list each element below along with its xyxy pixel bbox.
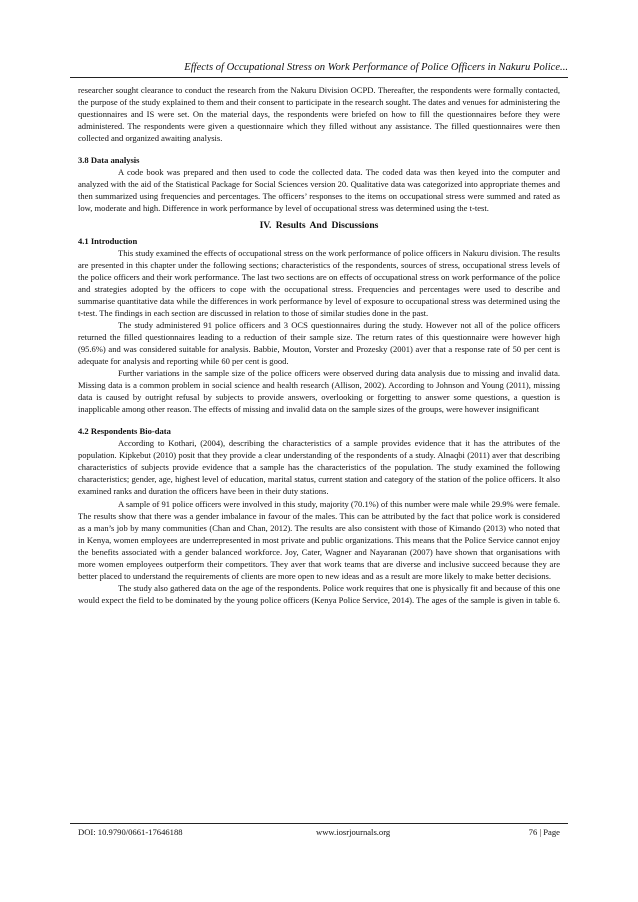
- section-heading-bio-data: 4.2 Respondents Bio-data: [78, 426, 171, 437]
- running-head: Effects of Occupational Stress on Work Performance of Police Officers in Nakuru Police...: [184, 62, 568, 73]
- paragraph-data-analysis: A code book was prepared and then used to code the collected data. The coded data was then keyed into the computer and analyzed with the aid of the Statistical Package for Social Sciences version 20. Qualitative data was categorized into appropriate themes and then summarized using frequencies and percentages. The officers’ responses to the items on occupational stress were summed and rated as low, moderate and high. Difference in work performance by level of occupational stress was determined using the t-test.: [78, 167, 560, 214]
- header-rule: [70, 77, 568, 78]
- paragraph-introduction-3: Further variations in the sample size of the police officers were observed during data analysis due to missing and invalid data. Missing data is a common problem in social science and health research (Allison, 2002). According to Johnson and Young (2011), missing data is caused by outright refusal by subjects to provide answers, overlooking or forgetting to answer some questions, a question is inapplicable among other reason. The effects of missing and invalid data on the sample sizes of the groups, were however insignificant: [78, 368, 560, 415]
- footer-rule: [70, 823, 568, 824]
- footer-doi: DOI: 10.9790/0661-17646188: [78, 827, 183, 837]
- paragraph-introduction-2: The study administered 91 police officers and 3 OCS questionnaires during the study. However not all of the police officers returned the filled questionnaires leading to a reduction of their sample size. The return rates of this questionnaire were however high (95.6%) and was considered suitable for analysis. Babbie, Mouton, Vorster and Prozesky (2001) aver that a response rate of 50 per cent is adequate for analysis and reporting while 60 per cent is good.: [78, 319, 560, 366]
- section-heading-data-analysis: 3.8 Data analysis: [78, 155, 140, 166]
- paragraph-introduction-1: This study examined the effects of occupational stress on the work performance of police officers in Nakuru division. The results are presented in this chapter under the following sections; characteristics of the respondents, sources of stress, occupational stress levels of the police officers and their work performance. The last two sections are on effects of occupational stress on work performance of the police and strategies adopted by the officers to cope with the occupational stress. Frequencies and percentages were used to describe and summarise quantitative data while the differences in work performance by level of exposure to occupational stress was determined using the t-test. The findings in each section are discussed in relation to those of similar studies done in the past.: [78, 247, 560, 318]
- paragraph-bio-data-1: According to Kothari, (2004), describing the characteristics of a sample provides evidence that it has the attributes of the population. Kipkebut (2010) posit that they provide a clear understanding of the respondents of a study. Alnaqbi (2011) aver that describing characteristics of subjects provide evidence that a sample has the characteristics of the population. The study examined the following characteristics; gender, age, highest level of education, marital status, current station and category of the station of the police officers. It also examined ranks and duration the officers have been in their duty stations.: [78, 438, 560, 497]
- footer-website: www.iosrjournals.org: [316, 827, 391, 837]
- section-heading-introduction: 4.1 Introduction: [78, 235, 138, 246]
- paragraph-intro-continuation: researcher sought clearance to conduct the research from the Nakuru Division OCPD. Thereafter, the respondents were formally contacted, the purpose of the study explained to them and their consent to participate in the research sought. The dates and venues for administering the questionnaires and IS were set. On the material days, the respondents were briefed on how to fill the questionnaires before they were administered. The respondents were given a questionnaire which they filled without any assistance. The filled questionnaires were then collected and organized awaiting analysis.: [78, 85, 560, 144]
- paragraph-bio-data-2: A sample of 91 police officers were involved in this study, majority (70.1%) of this number were male while 29.9% were female. The results show that there was a gender imbalance in favour of the males. This can be attributed by the fact that police work is considered as a man’s job by many communities (Chan and Chan, 2012). The results are also consistent with those of Kimando (2013) who noted that in Kenya, women employees are underrepresented in most private and public organizations. This means that the Police Service cannot enjoy the benefits associated with a gender balanced workforce. Joy, Cater, Wagner and Nayaranan (2007) have shown that organisations with more women employees outperform their competitors. They aver that work teams that are diverse and inclusive succeed because they are better placed to understand the requirements of clients are more open to new ideas and as a result are more likely to make better decisions.: [78, 498, 560, 581]
- footer-page-number: 76 | Page: [528, 827, 560, 837]
- document-body: [78, 84, 560, 606]
- chapter-heading-results: IV. Results And Discussions: [259, 220, 379, 232]
- paragraph-bio-data-3: The study also gathered data on the age of the respondents. Police work requires that one is physically fit and because of this one would expect the field to be dominated by the young police officers (Kenya Police Service, 2014). The ages of the sample is given in table 6.: [78, 582, 560, 605]
